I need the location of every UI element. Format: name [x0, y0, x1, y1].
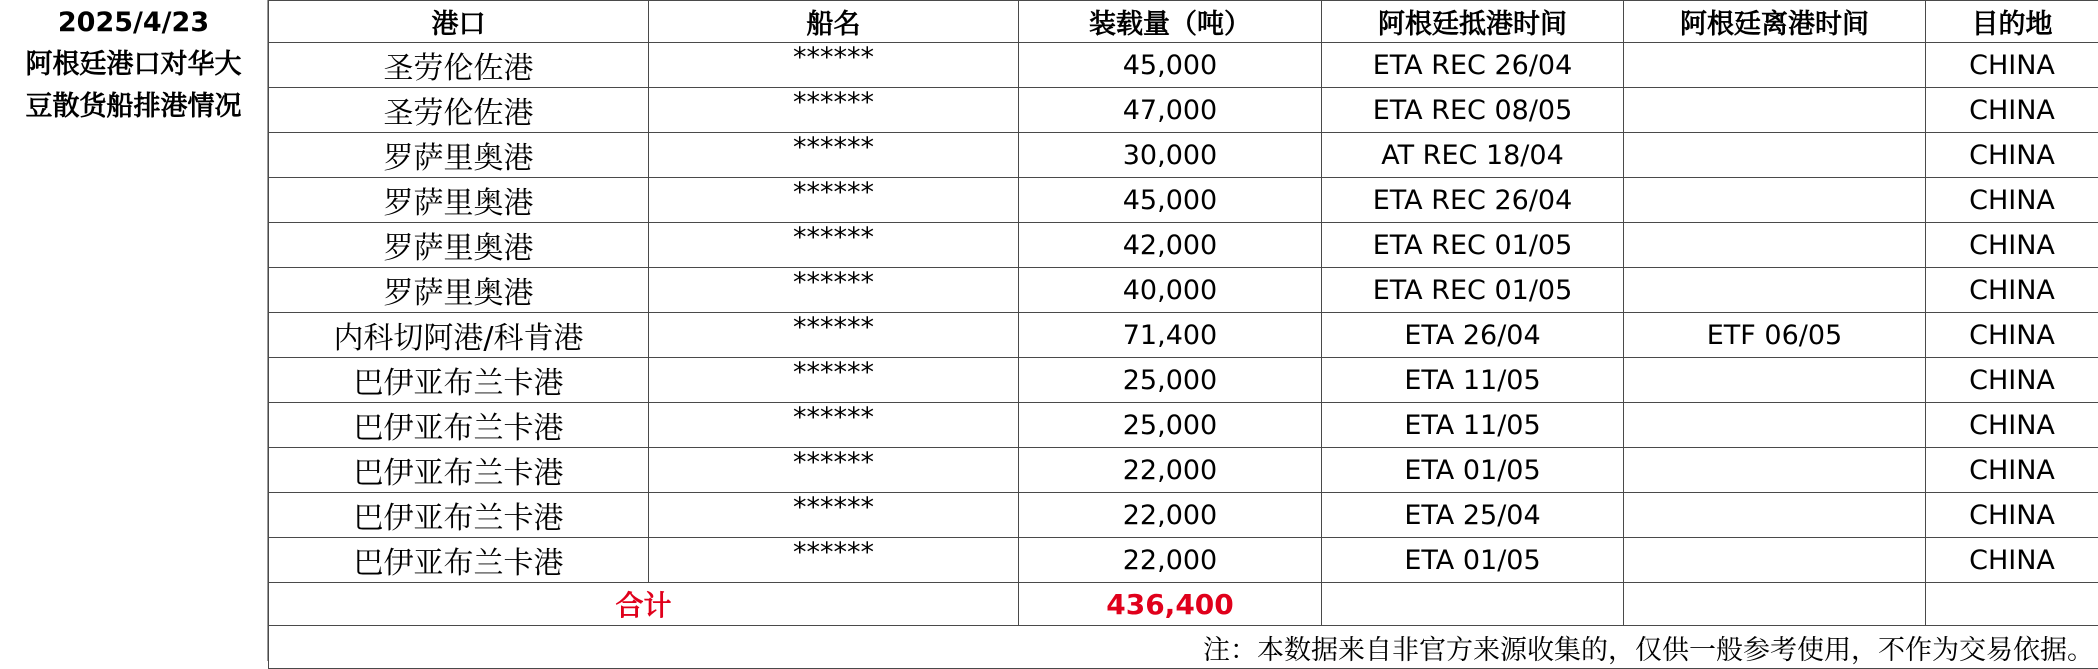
ship-name-cell: ****** — [649, 448, 1019, 493]
table-row — [269, 178, 2098, 223]
table-row — [269, 268, 2098, 313]
quantity-cell: 45,000 — [1019, 43, 1322, 88]
destination-cell: CHINA — [1926, 223, 2098, 268]
quantity-cell: 25,000 — [1019, 358, 1322, 403]
arrival-time-cell: ETA 11/05 — [1322, 358, 1624, 403]
quantity-cell: 30,000 — [1019, 133, 1322, 178]
arrival-time-cell: ETA 11/05 — [1322, 403, 1624, 448]
arrival-time-cell: ETA REC 01/05 — [1322, 268, 1624, 313]
destination-cell: CHINA — [1926, 448, 2098, 493]
table-row — [269, 493, 2098, 538]
port-cell: 巴伊亚布兰卡港 — [269, 403, 649, 448]
header-ship-name: 船名 — [649, 1, 1019, 43]
destination-cell: CHINA — [1926, 268, 2098, 313]
departure-time-cell — [1624, 223, 1926, 268]
arrival-time-cell: ETA REC 08/05 — [1322, 88, 1624, 133]
destination-cell: CHINA — [1926, 358, 2098, 403]
port-cell: 罗萨里奥港 — [269, 223, 649, 268]
disclaimer-note: 注：本数据来自非官方来源收集的，仅供一般参考使用，不作为交易依据。 — [269, 626, 2098, 669]
port-cell: 巴伊亚布兰卡港 — [269, 493, 649, 538]
quantity-cell: 47,000 — [1019, 88, 1322, 133]
departure-time-cell — [1624, 448, 1926, 493]
arrival-time-cell: AT REC 18/04 — [1322, 133, 1624, 178]
header-destination: 目的地 — [1926, 1, 2098, 43]
table-row — [269, 358, 2098, 403]
quantity-cell: 22,000 — [1019, 448, 1322, 493]
table-row — [269, 538, 2098, 583]
port-cell: 罗萨里奥港 — [269, 268, 649, 313]
quantity-cell: 22,000 — [1019, 538, 1322, 583]
side-panel — [0, 0, 268, 661]
quantity-cell: 42,000 — [1019, 223, 1322, 268]
port-cell: 巴伊亚布兰卡港 — [269, 538, 649, 583]
ship-name-cell: ****** — [649, 268, 1019, 313]
ship-name-cell: ****** — [649, 358, 1019, 403]
departure-time-cell — [1624, 493, 1926, 538]
total-label: 合计 — [269, 583, 1019, 626]
note-row — [269, 626, 2098, 669]
arrival-time-cell: ETA 01/05 — [1322, 448, 1624, 493]
header-departure-time: 阿根廷离港时间 — [1624, 1, 1926, 43]
table-row — [269, 133, 2098, 178]
port-cell: 内科切阿港/科肯港 — [269, 313, 649, 358]
ship-name-cell: ****** — [649, 43, 1019, 88]
destination-cell: CHINA — [1926, 43, 2098, 88]
port-cell: 罗萨里奥港 — [269, 133, 649, 178]
header-port: 港口 — [269, 1, 649, 43]
port-cell: 巴伊亚布兰卡港 — [269, 358, 649, 403]
destination-cell: CHINA — [1926, 313, 2098, 358]
ship-name-cell: ****** — [649, 493, 1019, 538]
departure-time-cell — [1624, 358, 1926, 403]
ship-name-cell: ****** — [649, 223, 1019, 268]
departure-time-cell — [1624, 538, 1926, 583]
arrival-time-cell: ETA REC 26/04 — [1322, 178, 1624, 223]
destination-cell: CHINA — [1926, 88, 2098, 133]
ship-name-cell: ****** — [649, 403, 1019, 448]
quantity-cell: 22,000 — [1019, 493, 1322, 538]
departure-time-cell — [1624, 133, 1926, 178]
ship-name-cell: ****** — [649, 538, 1019, 583]
total-empty-cell — [1322, 583, 1624, 626]
destination-cell: CHINA — [1926, 493, 2098, 538]
ship-name-cell: ****** — [649, 313, 1019, 358]
departure-time-cell — [1624, 178, 1926, 223]
port-cell: 圣劳伦佐港 — [269, 43, 649, 88]
arrival-time-cell: ETA 25/04 — [1322, 493, 1624, 538]
destination-cell: CHINA — [1926, 403, 2098, 448]
quantity-cell: 25,000 — [1019, 403, 1322, 448]
destination-cell: CHINA — [1926, 178, 2098, 223]
table-row — [269, 223, 2098, 268]
total-row — [269, 583, 2098, 626]
total-empty-cell — [1926, 583, 2098, 626]
arrival-time-cell: ETA REC 01/05 — [1322, 223, 1624, 268]
table-row — [269, 448, 2098, 493]
arrival-time-cell: ETA REC 26/04 — [1322, 43, 1624, 88]
quantity-cell: 71,400 — [1019, 313, 1322, 358]
departure-time-cell: ETF 06/05 — [1624, 313, 1926, 358]
table-row — [269, 43, 2098, 88]
table-row — [269, 403, 2098, 448]
destination-cell: CHINA — [1926, 133, 2098, 178]
report-date: 2025/4/23 — [0, 2, 267, 44]
departure-time-cell — [1624, 403, 1926, 448]
port-cell: 罗萨里奥港 — [269, 178, 649, 223]
total-empty-cell — [1624, 583, 1926, 626]
ship-name-cell: ****** — [649, 178, 1019, 223]
report-title-line-2: 豆散货船排港情况 — [0, 86, 267, 128]
shipment-table — [268, 0, 2098, 669]
header-arrival-time: 阿根廷抵港时间 — [1322, 1, 1624, 43]
total-value: 436,400 — [1019, 583, 1322, 626]
port-cell: 圣劳伦佐港 — [269, 88, 649, 133]
departure-time-cell — [1624, 43, 1926, 88]
report-title-line-1: 阿根廷港口对华大 — [0, 44, 267, 86]
header-quantity: 装载量（吨） — [1019, 1, 1322, 43]
quantity-cell: 45,000 — [1019, 178, 1322, 223]
arrival-time-cell: ETA 01/05 — [1322, 538, 1624, 583]
table-row — [269, 313, 2098, 358]
quantity-cell: 40,000 — [1019, 268, 1322, 313]
port-cell: 巴伊亚布兰卡港 — [269, 448, 649, 493]
ship-name-cell: ****** — [649, 133, 1019, 178]
header-row — [269, 1, 2098, 43]
departure-time-cell — [1624, 268, 1926, 313]
departure-time-cell — [1624, 88, 1926, 133]
destination-cell: CHINA — [1926, 538, 2098, 583]
table-row — [269, 88, 2098, 133]
arrival-time-cell: ETA 26/04 — [1322, 313, 1624, 358]
ship-name-cell: ****** — [649, 88, 1019, 133]
